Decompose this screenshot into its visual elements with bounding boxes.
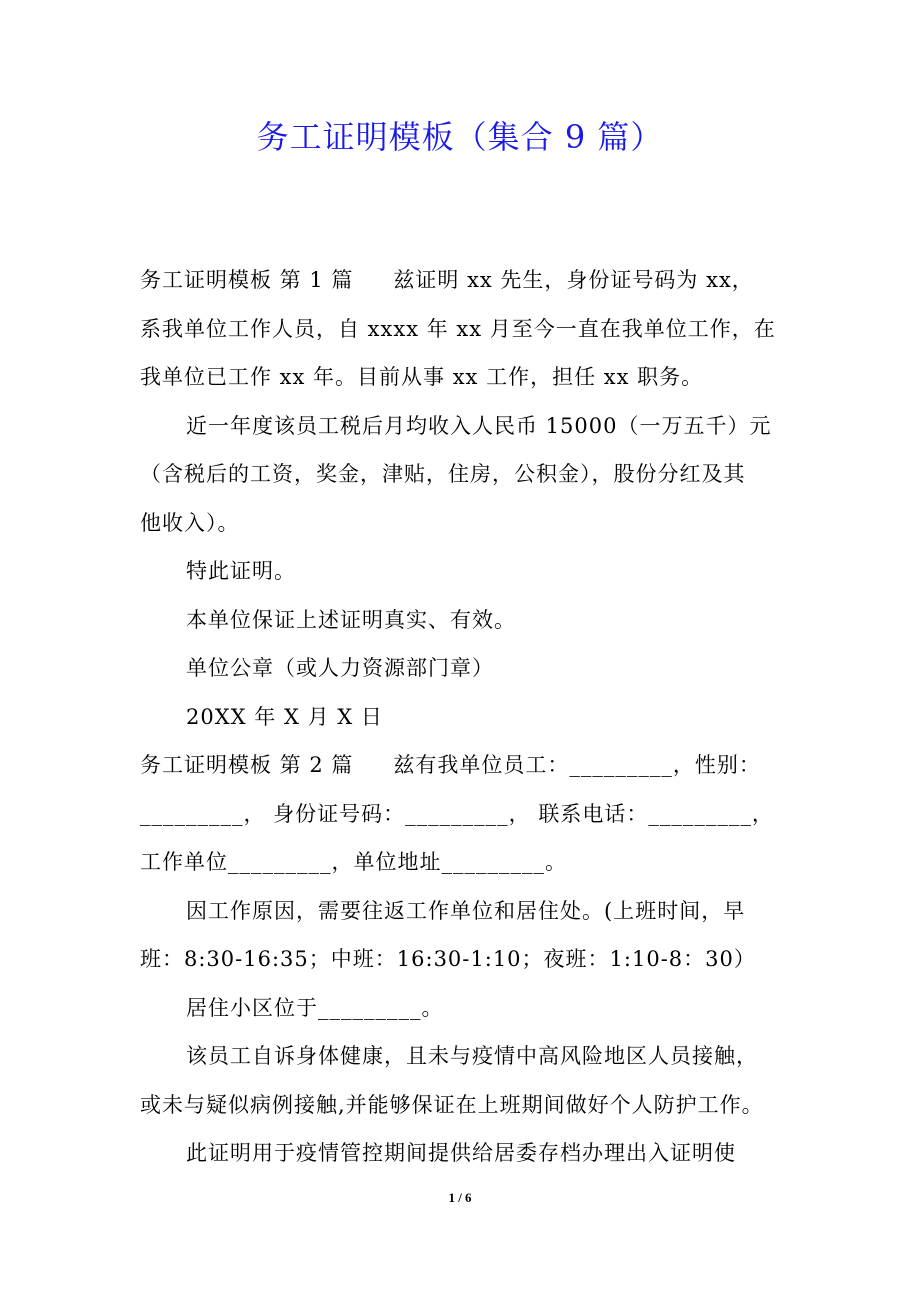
paragraph-line [140,256,796,305]
paragraph-line: 特此证明。 [186,559,296,583]
paragraph-line: 系我单位工作人员，自 xxxx 年 xx 月至今一直在我单位工作，在 [140,316,776,341]
paragraph-line [140,741,796,790]
paragraph-line: 班：8:30-16:35；中班：16:30-1:10；夜班：1:10-8：30） [140,947,756,971]
paragraph-line: （含税后的工资，奖金，津贴，住房，公积金），股份分红及其 [140,462,746,486]
paragraph-line: 此证明用于疫情管控期间提供给居委存档办理出入证明使 [186,1141,736,1165]
date-line: 20XX 年 X 月 X 日 [186,704,383,729]
paragraph-line: 该员工自诉身体健康，且未与疫情中高风险地区人员接触， [186,1044,758,1068]
paragraph-line: 因工作原因，需要往返工作单位和居住处。(上班时间，早 [186,898,746,923]
paragraph-line: 或未与疑似病例接触,并能够保证在上班期间做好个人防护工作。 [140,1092,764,1117]
paragraph-line: 居住小区位于_________。 [186,995,444,1020]
paragraph-line: 我单位已工作 xx 年。目前从事 xx 工作，担任 xx 职务。 [140,365,704,389]
page-number: 1 / 6 [448,1190,472,1205]
paragraph-line: 他收入）。 [140,510,240,535]
line-text: 兹有我单位员工：_________，性别： [393,753,761,777]
section-heading: 务工证明模板 第 2 篇 [140,753,354,777]
paragraph-line: 近一年度该员工税后月均收入人民币 15000（一万五千）元 [186,413,772,438]
paragraph-line: 本单位保证上述证明真实、有效。 [186,607,516,632]
line-text: 兹证明 xx 先生，身份证号码为 xx， [393,268,754,292]
section-heading: 务工证明模板 第 1 篇 [140,268,354,292]
paragraph-line: 单位公章（或人力资源部门章） [186,656,494,680]
document-title: 务工证明模板（集合 9 篇） [256,118,664,156]
document-body [140,256,796,1178]
paragraph-line: 工作单位_________，单位地址_________。 [140,850,567,874]
paragraph-line: _________， 身份证号码：_________， 联系电话：_________， [140,801,774,826]
